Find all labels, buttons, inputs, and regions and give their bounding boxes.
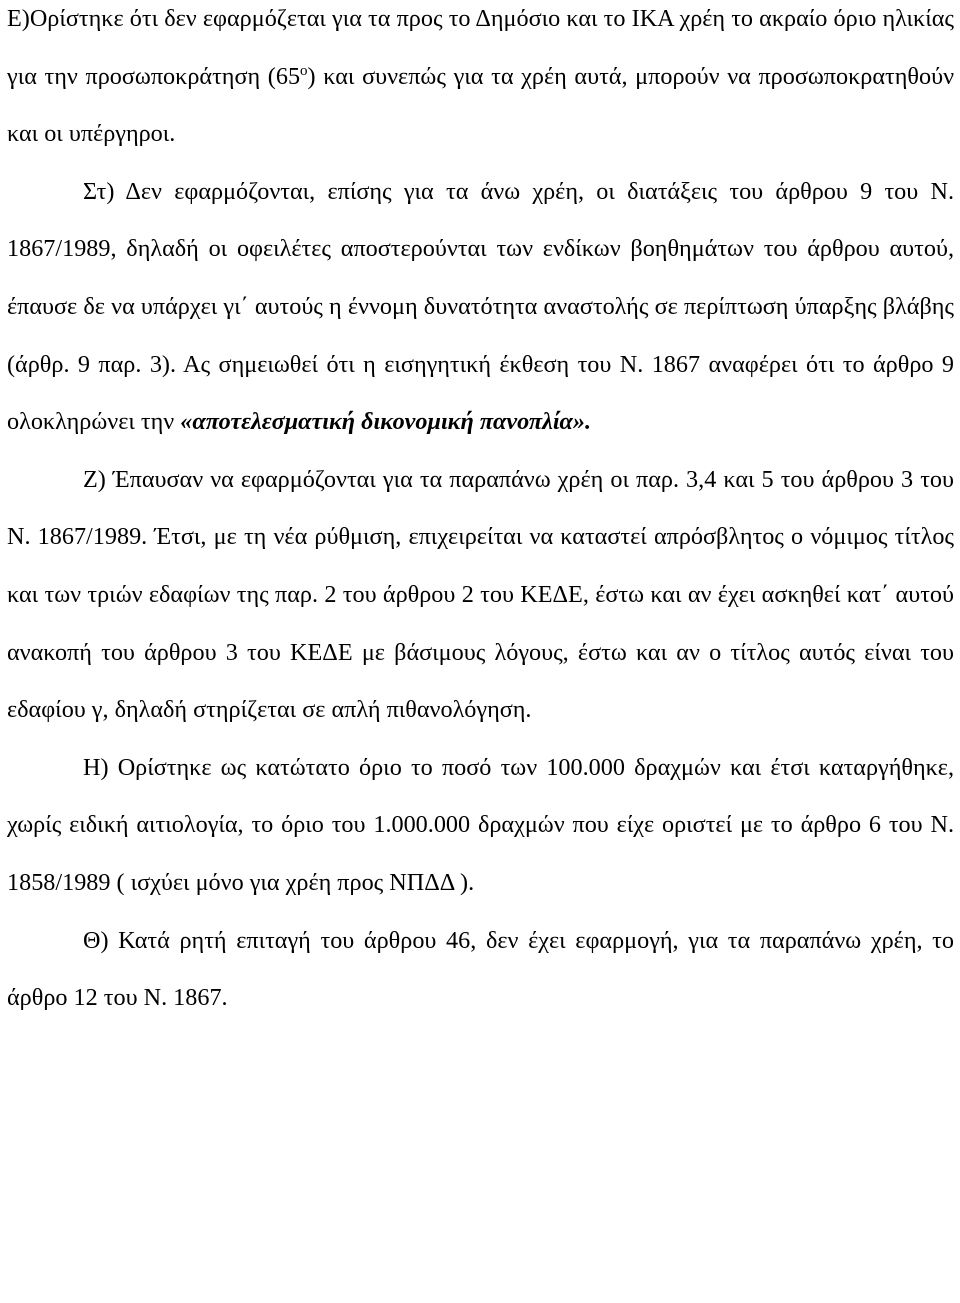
paragraph-th xyxy=(7,912,954,1027)
paragraph-z xyxy=(7,451,954,739)
document-page xyxy=(7,0,954,1037)
paragraph-st xyxy=(7,163,954,451)
paragraph-h-text: Η) Ορίστηκε ως κατώτατο όριο το ποσό των 100.000 δραχμών και έτσι καταργήθηκε, χωρίς ειδική αιτιολογία, το όριο του 1.000.000 δραχμών που είχε οριστεί με το άρθρο 6 του Ν. 1858/1989 ( ισχύει μόνο για χρέη προς ΝΠΔΔ ). xyxy=(7,753,954,896)
paragraph-e-text-before: Ε)Ορίστηκε ότι δεν εφαρμόζεται για τα προς το Δημόσιο και το ΙΚΑ χρέη το ακραίο όριο ηλικίας για την προσωποκράτηση (65 xyxy=(7,5,954,90)
paragraph-e-text-after: ) και συνεπώς για τα χρέη αυτά, μπορούν να προσωποκρατηθούν και οι υπέργηροι. xyxy=(7,62,954,148)
paragraph-z-text: Ζ) Έπαυσαν να εφαρμόζονται για τα παραπάνω χρέη οι παρ. 3,4 και 5 του άρθρου 3 του Ν. 1867/1989. Έτσι, με τη νέα ρύθμιση, επιχειρείται να καταστεί απρόσβλητος ο νόμιμος τίτλος και των τριών εδαφίων της παρ. 2 του άρθρου 2 του ΚΕΔΕ, έστω και αν έχει ασκηθεί κατ΄ αυτού ανακοπή του άρθρου 3 του ΚΕΔΕ με βάσιμους λόγους, έστω και αν ο τίτλος αυτός είναι του εδαφίου γ, δηλαδή στηρίζεται σε απλή πιθανολόγηση. xyxy=(7,465,954,724)
paragraph-st-emphasis: «αποτελεσματική δικονομική πανοπλία». xyxy=(180,408,592,436)
paragraph-st-text: Στ) Δεν εφαρμόζονται, επίσης για τα άνω χρέη, οι διατάξεις του άρθρου 9 του Ν. 1867/1989, δηλαδή οι οφειλέτες αποστερούνται των ενδίκων βοηθημάτων του άρθρου αυτού, έπαυσε δε να υπάρχει γι΄ αυτούς η έννομη δυνατότητα αναστολής σε περίπτωση ύπαρξης βλάβης (άρθρ. 9 παρ. 3). Ας σημειωθεί ότι η εισηγητική έκθεση του Ν. 1867 αναφέρει ότι το άρθρο 9 ολοκληρώνει την xyxy=(7,177,954,436)
paragraph-h xyxy=(7,739,954,912)
degree-superscript: ο xyxy=(300,62,308,79)
paragraph-th-text: Θ) Κατά ρητή επιταγή του άρθρου 46, δεν έχει εφαρμογή, για τα παραπάνω χρέη, το άρθρο 12 του Ν. 1867. xyxy=(7,926,954,1012)
paragraph-e xyxy=(7,0,954,163)
